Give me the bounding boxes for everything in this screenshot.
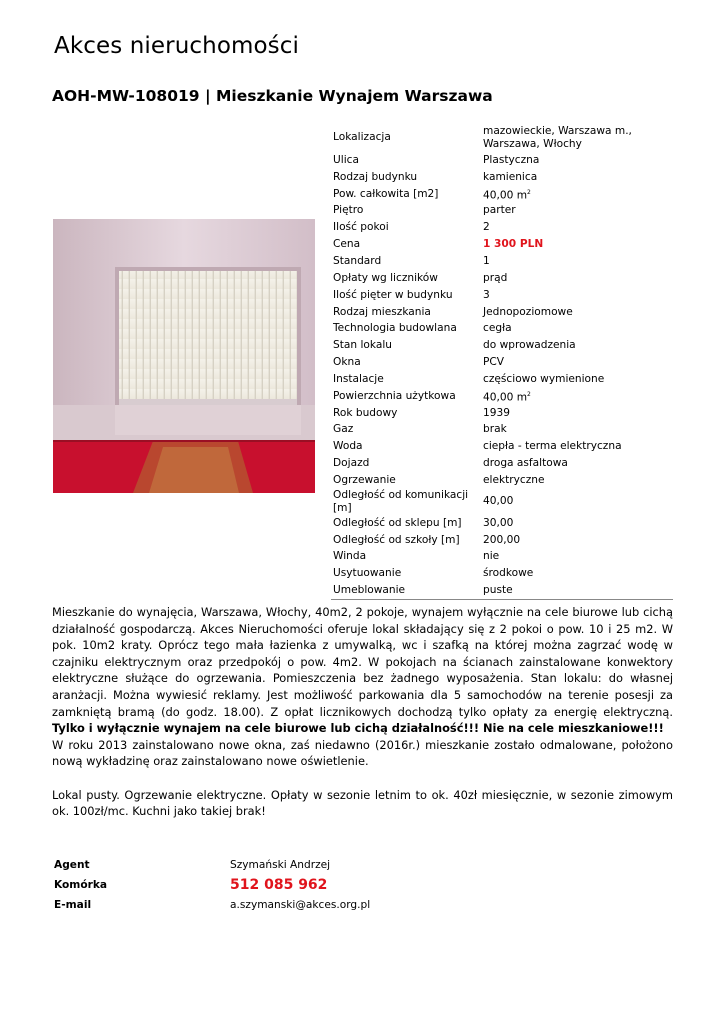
property-label: Odległość od komunikacji [m] (333, 488, 469, 514)
property-value (483, 388, 673, 405)
property-label: Technologia budowlana (333, 322, 457, 335)
property-row (331, 565, 673, 582)
property-row (331, 320, 673, 337)
property-value-text: brak (483, 423, 507, 436)
property-value-text: 3 (483, 288, 490, 301)
property-details (331, 123, 673, 600)
property-row (331, 489, 673, 515)
property-value (483, 515, 673, 532)
property-label: Instalacje (333, 372, 384, 385)
property-row (331, 472, 673, 489)
property-row (331, 337, 673, 354)
email-address[interactable]: a.szymanski@akces.org.pl (230, 899, 371, 911)
description-text: Mieszkanie do wynajęcia, Warszawa, Włochy, 40m2, 2 pokoje, wynajem wyłącznie na cele biurowe lub cichą działalność gospodarczą. Akces Nieruchomości oferuje lokal składający się z 2 pokoi o pow. 10 i 25 m2. W pok. 10m2 kraty. Oprócz tego mała łazienka z umywalką, wc i szafką na której można zagrzać wodę w czajniku elektrycznym oraz przedpokój o pow. 4m2. W pokojach na ścianach zainstalowane konwektory elektryczne służące do ogrzewania. Pomieszczenia bez żadnego wyposażenia. Stan lokalu: do własnej aranżacji. Można wywiesić reklamy. Jest możliwość parkowania dla 5 samochodów na terenie posesji za zamkniętą bramą (do godz. 18.00). Z opłat licznikowych dochodzą tylko opłaty za energię elektryczną. (52, 605, 673, 719)
description-summary: Lokal pusty. Ogrzewanie elektryczne. Opłaty w sezonie letnim to ok. 40zł miesięcznie, w sezonie zimowym ok. 100zł/mc. Kuchni jako takiej brak! (52, 787, 673, 819)
description-warning: Tylko i wyłącznie wynajem na cele biurowe lub cichą działalność!!! Nie na cele mieszkaniowe!!! (52, 721, 664, 736)
property-value-text: częściowo wymienione (483, 372, 605, 385)
property-label: Odległość od sklepu [m] (333, 516, 462, 529)
property-label: Dojazd (333, 457, 370, 470)
unit-superscript: 2 (527, 390, 531, 398)
property-value (483, 455, 673, 472)
agent-label: Agent (54, 859, 90, 871)
brand-name: Akces nieruchomości (54, 33, 299, 59)
property-value (483, 270, 673, 287)
property-value-text: kamienica (483, 170, 538, 183)
property-value (483, 203, 673, 220)
property-label: Rodzaj budynku (333, 170, 418, 183)
property-value-text: cegła (483, 322, 512, 335)
property-value-text: nie (483, 550, 500, 563)
property-value-text: Plastyczna (483, 153, 540, 166)
property-label: Gaz (333, 423, 354, 436)
property-label: Rodzaj mieszkania (333, 305, 431, 318)
property-row (331, 270, 673, 287)
property-value-text: 40,00 (483, 495, 514, 508)
property-row (331, 405, 673, 422)
apartment-photo (53, 219, 315, 493)
property-value-text: mazowieckie, Warszawa m., Warszawa, Włochy (483, 124, 632, 150)
property-value (483, 152, 673, 169)
property-value (483, 320, 673, 337)
property-row (331, 236, 673, 253)
property-value (483, 472, 673, 489)
property-label: Winda (333, 550, 367, 563)
property-label: Usytuowanie (333, 567, 402, 580)
property-row (331, 549, 673, 566)
property-label: Rok budowy (333, 406, 398, 419)
property-value-text: droga asfaltowa (483, 457, 568, 470)
phone-row (54, 875, 370, 895)
property-row (331, 371, 673, 388)
property-value-text: puste (483, 584, 513, 597)
property-value-text: 1 (483, 254, 490, 267)
property-row (331, 169, 673, 186)
property-value-text: PCV (483, 356, 505, 369)
description (52, 604, 673, 820)
property-row (331, 532, 673, 549)
property-label: Ulica (333, 153, 359, 166)
property-value (483, 236, 673, 253)
property-row (331, 253, 673, 270)
property-row (331, 455, 673, 472)
email-label: E-mail (54, 899, 92, 911)
listing-title: AOH-MW-108019 | Mieszkanie Wynajem Warszawa (52, 87, 493, 105)
property-value-text: Jednopoziomowe (483, 305, 573, 318)
property-value-text: 2 (483, 221, 490, 234)
property-value-text: środkowe (483, 567, 534, 580)
property-row (331, 354, 673, 371)
property-value (483, 565, 673, 582)
phone-label: Komórka (54, 879, 108, 891)
property-value (483, 287, 673, 304)
property-value-text: parter (483, 204, 516, 217)
property-value-text: 30,00 (483, 516, 514, 529)
property-value (483, 253, 673, 270)
property-value-text: do wprowadzenia (483, 339, 576, 352)
property-row (331, 438, 673, 455)
property-value (483, 186, 673, 203)
property-value (483, 304, 673, 321)
property-label: Piętro (333, 204, 364, 217)
property-value (483, 532, 673, 549)
property-value (483, 489, 673, 515)
property-value (483, 405, 673, 422)
property-value-text: 40,00 m (483, 189, 528, 202)
property-value-text: 40,00 m (483, 391, 528, 404)
property-label: Okna (333, 356, 361, 369)
property-row (331, 388, 673, 405)
description-paragraph (52, 604, 673, 737)
property-label: Ilość pięter w budynku (333, 288, 453, 301)
property-value (483, 438, 673, 455)
property-value-text: prąd (483, 271, 508, 284)
property-value-text: 200,00 (483, 533, 521, 546)
property-label: Odległość od szkoły [m] (333, 533, 460, 546)
unit-superscript: 2 (527, 188, 531, 196)
property-label: Umeblowanie (333, 584, 406, 597)
property-label: Lokalizacja (333, 131, 391, 143)
agent-row (54, 855, 370, 875)
property-value (483, 169, 673, 186)
property-value-text: ciepła - terma elektryczna (483, 440, 622, 453)
property-label: Pow. całkowita [m2] (333, 187, 439, 200)
property-row (331, 152, 673, 169)
property-label: Woda (333, 440, 363, 453)
property-value (483, 354, 673, 371)
email-row (54, 895, 370, 915)
property-label: Ogrzewanie (333, 473, 396, 486)
property-value (483, 337, 673, 354)
property-value (483, 219, 673, 236)
agent-contact (54, 855, 370, 915)
property-table (331, 123, 673, 599)
property-row (331, 123, 673, 152)
property-row (331, 582, 673, 599)
property-row (331, 304, 673, 321)
description-renovation: W roku 2013 zainstalowano nowe okna, zaś niedawno (2016r.) mieszkanie zostało odmalowane, położono nową wykładzinę oraz zainstalowano nowe oświetlenie. (52, 737, 673, 769)
property-value-text: 1939 (483, 406, 510, 419)
property-value (483, 549, 673, 566)
property-row (331, 422, 673, 439)
property-label: Ilość pokoi (333, 221, 389, 234)
property-row (331, 219, 673, 236)
property-value (483, 371, 673, 388)
property-label: Opłaty wg liczników (333, 271, 438, 284)
property-label: Cena (333, 238, 361, 251)
agent-name: Szymański Andrzej (230, 859, 331, 871)
property-value (483, 422, 673, 439)
property-label: Standard (333, 254, 382, 267)
property-value (483, 582, 673, 599)
property-label: Powierzchnia użytkowa (333, 389, 456, 402)
property-row (331, 203, 673, 220)
property-row (331, 186, 673, 203)
property-row (331, 515, 673, 532)
property-value-text: 1 300 PLN (483, 238, 544, 251)
phone-number[interactable]: 512 085 962 (230, 877, 328, 893)
property-label: Stan lokalu (333, 339, 392, 352)
property-row (331, 287, 673, 304)
property-value (483, 123, 673, 152)
property-value-text: elektryczne (483, 473, 545, 486)
